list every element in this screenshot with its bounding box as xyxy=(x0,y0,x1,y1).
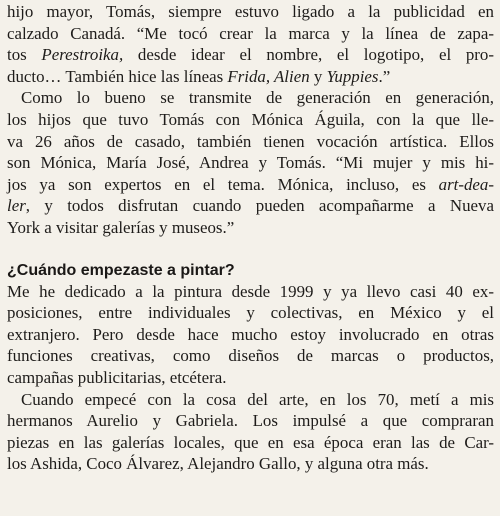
text-run: los hijos que tuvo Tomás con Mónica Águila, con la que lle- xyxy=(7,109,494,129)
text-run: calzado Canadá. “Me tocó crear la marca y la línea de zapa- xyxy=(7,23,494,43)
text-line xyxy=(7,195,494,217)
text-run: .” xyxy=(378,66,391,86)
paragraph-p1 xyxy=(7,1,494,87)
text-run: jos ya son expertos en el tema. Mónica, incluso, es xyxy=(7,174,439,194)
text-line xyxy=(7,23,494,45)
italic-text: Yuppies xyxy=(326,66,379,86)
text-line xyxy=(7,66,494,88)
text-line xyxy=(7,281,494,303)
text-run: funciones creativas, como diseños de marcas o productos, xyxy=(7,346,494,366)
text-line xyxy=(7,410,494,432)
section-heading: ¿Cuándo empezaste a pintar? xyxy=(7,261,235,279)
text-run: posiciones, entre individuales y colectivas, en México y el xyxy=(7,303,494,323)
text-run: los Ashida, Coco Álvarez, Alejandro Gallo, y alguna otra más. xyxy=(7,454,429,474)
text-line xyxy=(7,152,494,174)
article-answer xyxy=(7,281,494,475)
text-run: y xyxy=(309,66,327,86)
text-run: Cuando empecé con la cosa del arte, en los 70, metí a mis xyxy=(21,389,494,409)
text-line xyxy=(7,367,494,389)
text-line xyxy=(7,432,494,454)
text-run: , y todos disfrutan cuando pueden acompañarme a Nueva xyxy=(25,196,494,216)
text-run: extranjero. Pero desde hace mucho estoy involucrado en otras xyxy=(7,324,494,344)
text-run: tos xyxy=(7,45,42,65)
article-intro xyxy=(7,1,494,239)
italic-text: Frida, Alien xyxy=(227,66,310,86)
text-line xyxy=(7,44,494,66)
text-run: Como lo bueno se transmite de generación en generación, xyxy=(21,88,494,108)
text-line xyxy=(7,389,494,411)
text-line xyxy=(7,1,494,23)
italic-text: Perestroika, xyxy=(41,45,124,65)
italic-text: art-dea- xyxy=(438,174,494,194)
text-run: hijo mayor, Tomás, siempre estuvo ligado a la publicidad en xyxy=(7,2,494,21)
text-line xyxy=(7,324,494,346)
text-line xyxy=(7,345,494,367)
text-line xyxy=(7,131,494,153)
text-run: York a visitar galerías y museos.” xyxy=(7,217,235,237)
text-run: va 26 años de casado, también tienen vocación artística. Ellos xyxy=(7,131,494,151)
italic-text: ler xyxy=(7,196,26,216)
text-run: son Mónica, María José, Andrea y Tomás. “Mi mujer y mis hi- xyxy=(7,153,494,173)
text-run: piezas en las galerías locales, que en esa época eran las de Car- xyxy=(7,432,494,452)
text-line xyxy=(7,302,494,324)
text-line xyxy=(7,217,494,239)
paragraph-p4 xyxy=(7,389,494,475)
text-run: ducto… También hice las líneas xyxy=(7,66,228,86)
text-run: desde idear el nombre, el logotipo, el pro- xyxy=(123,45,494,65)
text-line xyxy=(7,87,494,109)
paragraph-p3 xyxy=(7,281,494,389)
text-run: campañas publicitarias, etcétera. xyxy=(7,367,227,387)
paragraph-p2 xyxy=(7,87,494,238)
text-line xyxy=(7,109,494,131)
text-run: hermanos Aurelio y Gabriela. Los impulsé a que compraran xyxy=(7,411,494,431)
text-run: Me he dedicado a la pintura desde 1999 y ya llevo casi 40 ex- xyxy=(7,281,494,301)
text-line xyxy=(7,174,494,196)
text-line xyxy=(7,453,494,475)
